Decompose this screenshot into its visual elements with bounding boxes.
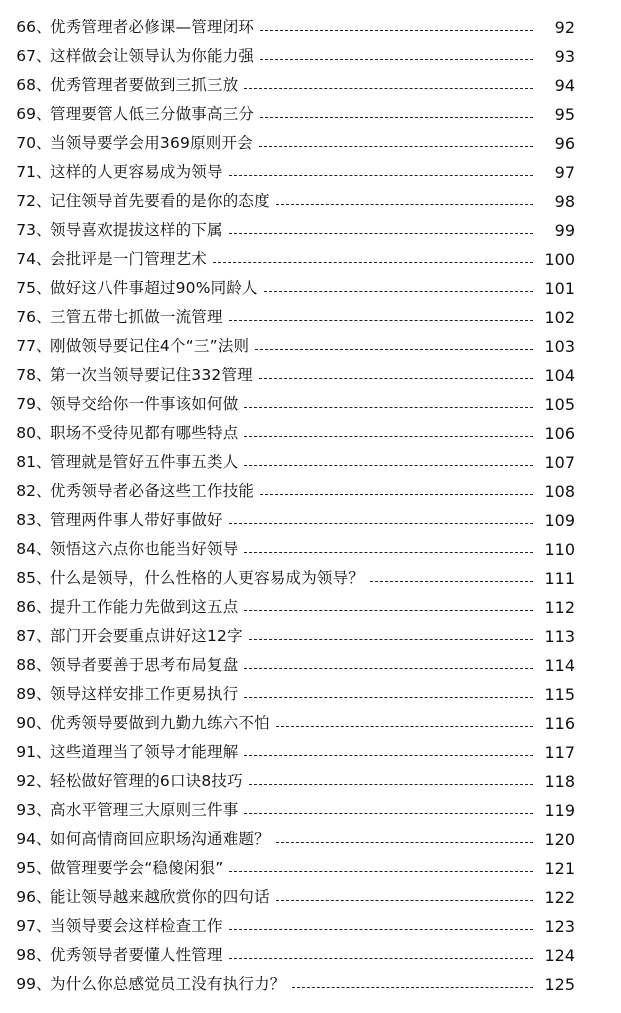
toc-entry-separator: 、 (36, 916, 52, 935)
toc-entry-title: 领导这样安排工作更易执行 (50, 684, 239, 703)
toc-entry-number: 70 (16, 133, 36, 152)
toc-entry-title: 管理两件事人带好事做好 (50, 510, 223, 529)
toc-entry-title: 这样的人更容易成为领导 (50, 162, 223, 181)
toc-leader-dashes (229, 232, 533, 234)
toc-entry[interactable] (2, 42, 575, 71)
toc-entry-title: 什么是领导，什么性格的人更容易成为领导？ (50, 568, 365, 587)
toc-entry-separator: 、 (36, 249, 52, 268)
toc-entry[interactable] (2, 245, 575, 274)
toc-entry-page-number: 117 (544, 742, 575, 762)
toc-entry-number: 86 (16, 597, 36, 616)
toc-entry-number: 74 (16, 249, 36, 268)
toc-entry-title: 当领导要学会用369原则开会 (50, 133, 253, 152)
toc-entry[interactable] (2, 13, 575, 42)
toc-entry-number: 89 (16, 684, 36, 703)
toc-entry-title: 这些道理当了领导才能理解 (50, 742, 239, 761)
toc-entry-separator: 、 (36, 46, 52, 65)
toc-entry-title: 优秀领导者必备这些工作技能 (50, 481, 255, 500)
toc-entry-number: 82 (16, 481, 36, 500)
toc-entry-page-number: 105 (544, 394, 575, 414)
toc-entry-number: 99 (16, 974, 36, 993)
toc-entry-number: 73 (16, 220, 36, 239)
toc-entry-separator: 、 (36, 713, 52, 732)
toc-entry-page-number: 114 (544, 655, 575, 675)
toc-entry-separator: 、 (36, 336, 52, 355)
toc-leader-dashes (249, 783, 533, 785)
toc-entry-separator: 、 (36, 162, 52, 181)
toc-entry[interactable] (2, 941, 575, 970)
toc-entry-title: 提升工作能力先做到这五点 (50, 597, 239, 616)
toc-entry[interactable] (2, 564, 575, 593)
toc-entry-page-number: 113 (544, 626, 575, 646)
toc-entry[interactable] (2, 332, 575, 361)
toc-entry[interactable] (2, 970, 575, 999)
toc-entry-page-number: 121 (544, 858, 575, 878)
toc-entry-page-number: 92 (554, 17, 575, 37)
toc-entry-title: 会批评是一门管理艺术 (50, 249, 208, 268)
toc-entry[interactable] (2, 796, 575, 825)
toc-entry-title: 这样做会让领导认为你能力强 (50, 46, 255, 65)
toc-entry-separator: 、 (36, 539, 52, 558)
toc-entry-page-number: 119 (544, 800, 575, 820)
toc-entry-page-number: 118 (544, 771, 575, 791)
toc-entry[interactable] (2, 883, 575, 912)
toc-entry-separator: 、 (36, 974, 52, 993)
toc-leader-dashes (229, 957, 533, 959)
toc-entry[interactable] (2, 187, 575, 216)
toc-entry[interactable] (2, 158, 575, 187)
toc-entry[interactable] (2, 506, 575, 535)
toc-entry-title: 第一次当领导要记住332管理 (50, 365, 253, 384)
toc-entry[interactable] (2, 680, 575, 709)
toc-entry[interactable] (2, 100, 575, 129)
toc-entry-title: 职场不受待见都有哪些特点 (50, 423, 239, 442)
toc-entry-title: 管理要管人低三分做事高三分 (50, 104, 255, 123)
toc-entry-title: 领导者要善于思考布局复盘 (50, 655, 239, 674)
toc-entry-page-number: 101 (544, 278, 575, 298)
toc-entry-number: 67 (16, 46, 36, 65)
toc-entry-page-number: 102 (544, 307, 575, 327)
toc-entry-title: 做好这八件事超过90%同龄人 (50, 278, 258, 297)
toc-entry[interactable] (2, 593, 575, 622)
toc-entry[interactable] (2, 767, 575, 796)
toc-entry-title: 领导交给你一件事该如何做 (50, 394, 239, 413)
toc-entry-page-number: 116 (544, 713, 575, 733)
toc-leader-dashes (264, 290, 533, 292)
toc-entry-title: 当领导要会这样检查工作 (50, 916, 223, 935)
toc-leader-dashes (244, 551, 533, 553)
toc-leader-dashes (213, 261, 533, 263)
toc-leader-dashes (260, 116, 533, 118)
toc-leader-dashes (229, 870, 533, 872)
toc-entry-separator: 、 (36, 568, 52, 587)
toc-entry-title: 高水平管理三大原则三件事 (50, 800, 239, 819)
toc-entry-number: 78 (16, 365, 36, 384)
toc-entry-page-number: 99 (554, 220, 575, 240)
toc-entry[interactable] (2, 477, 575, 506)
toc-entry-separator: 、 (36, 771, 52, 790)
toc-leader-dashes (244, 812, 533, 814)
toc-entry[interactable] (2, 361, 575, 390)
toc-entry-separator: 、 (36, 626, 52, 645)
toc-entry-page-number: 94 (554, 75, 575, 95)
toc-entry-number: 88 (16, 655, 36, 674)
toc-entry-separator: 、 (36, 452, 52, 471)
toc-leader-dashes (244, 435, 533, 437)
toc-entry-separator: 、 (36, 365, 52, 384)
toc-entry-title: 刚做领导要记住4个“三”法则 (50, 336, 250, 355)
toc-leader-dashes (229, 319, 533, 321)
toc-entry-number: 76 (16, 307, 36, 326)
toc-leader-dashes (229, 928, 533, 930)
toc-leader-dashes (244, 667, 533, 669)
toc-leader-dashes (292, 986, 533, 988)
toc-entry-separator: 、 (36, 684, 52, 703)
toc-entry-title: 领悟这六点你也能当好领导 (50, 539, 239, 558)
table-of-contents (0, 13, 621, 999)
toc-leader-dashes (229, 174, 533, 176)
toc-entry-page-number: 125 (544, 974, 575, 994)
toc-entry-page-number: 123 (544, 916, 575, 936)
toc-entry-separator: 、 (36, 597, 52, 616)
toc-leader-dashes (260, 493, 533, 495)
toc-entry-number: 94 (16, 829, 36, 848)
toc-entry[interactable] (2, 448, 575, 477)
toc-entry-page-number: 115 (544, 684, 575, 704)
toc-entry-separator: 、 (36, 887, 52, 906)
toc-entry-page-number: 104 (544, 365, 575, 385)
toc-entry-title: 优秀领导者要懂人性管理 (50, 945, 223, 964)
toc-entry-number: 71 (16, 162, 36, 181)
toc-entry-number: 93 (16, 800, 36, 819)
toc-entry-page-number: 97 (554, 162, 575, 182)
toc-entry-page-number: 98 (554, 191, 575, 211)
toc-entry-number: 91 (16, 742, 36, 761)
toc-leader-dashes (244, 406, 533, 408)
toc-entry-separator: 、 (36, 800, 52, 819)
toc-leader-dashes (276, 725, 533, 727)
toc-entry-separator: 、 (36, 278, 52, 297)
toc-leader-dashes (244, 609, 533, 611)
toc-entry-title: 领导喜欢提拔这样的下属 (50, 220, 223, 239)
toc-entry-number: 83 (16, 510, 36, 529)
toc-entry-separator: 、 (36, 742, 52, 761)
toc-entry-separator: 、 (36, 307, 52, 326)
toc-entry-page-number: 122 (544, 887, 575, 907)
toc-entry[interactable] (2, 738, 575, 767)
toc-entry[interactable] (2, 912, 575, 941)
toc-entry-title: 记住领导首先要看的是你的态度 (50, 191, 270, 210)
toc-entry-separator: 、 (36, 75, 52, 94)
toc-entry-page-number: 108 (544, 481, 575, 501)
toc-entry-number: 98 (16, 945, 36, 964)
toc-entry[interactable] (2, 274, 575, 303)
toc-entry[interactable] (2, 419, 575, 448)
toc-leader-dashes (260, 29, 533, 31)
toc-entry-number: 81 (16, 452, 36, 471)
toc-entry-number: 66 (16, 17, 36, 36)
toc-entry[interactable] (2, 825, 575, 854)
toc-entry-page-number: 111 (544, 568, 575, 588)
toc-entry-list (0, 13, 621, 999)
toc-entry-separator: 、 (36, 510, 52, 529)
toc-entry[interactable] (2, 216, 575, 245)
toc-entry-page-number: 100 (544, 249, 575, 269)
toc-entry-page-number: 107 (544, 452, 575, 472)
toc-entry-page-number: 96 (554, 133, 575, 153)
toc-entry[interactable] (2, 709, 575, 738)
toc-entry-separator: 、 (36, 133, 52, 152)
toc-entry-page-number: 95 (554, 104, 575, 124)
toc-leader-dashes (249, 638, 533, 640)
toc-entry-page-number: 93 (554, 46, 575, 66)
toc-entry[interactable] (2, 535, 575, 564)
toc-entry-title: 如何高情商回应职场沟通难题？ (50, 829, 270, 848)
toc-entry-title: 部门开会要重点讲好这12字 (50, 626, 243, 645)
toc-leader-dashes (244, 754, 533, 756)
toc-entry-title: 优秀管理者必修课—管理闭环 (50, 17, 255, 36)
toc-leader-dashes (260, 58, 533, 60)
toc-leader-dashes (255, 348, 533, 350)
toc-entry-separator: 、 (36, 220, 52, 239)
toc-entry-separator: 、 (36, 394, 52, 413)
toc-entry-number: 80 (16, 423, 36, 442)
toc-entry-number: 85 (16, 568, 36, 587)
toc-entry[interactable] (2, 303, 575, 332)
toc-entry-number: 77 (16, 336, 36, 355)
toc-entry-page-number: 106 (544, 423, 575, 443)
toc-entry-page-number: 112 (544, 597, 575, 617)
toc-leader-dashes (276, 203, 533, 205)
toc-entry-separator: 、 (36, 481, 52, 500)
toc-entry-separator: 、 (36, 945, 52, 964)
toc-entry-title: 优秀领导要做到九勤九练六不怕 (50, 713, 270, 732)
toc-entry[interactable] (2, 622, 575, 651)
toc-leader-dashes (276, 841, 533, 843)
toc-entry-number: 97 (16, 916, 36, 935)
toc-entry[interactable] (2, 651, 575, 680)
toc-entry-page-number: 124 (544, 945, 575, 965)
toc-entry-separator: 、 (36, 829, 52, 848)
toc-entry-number: 72 (16, 191, 36, 210)
toc-leader-dashes (229, 522, 533, 524)
toc-entry-separator: 、 (36, 423, 52, 442)
toc-leader-dashes (244, 696, 533, 698)
toc-leader-dashes (259, 145, 533, 147)
toc-leader-dashes (244, 87, 533, 89)
toc-entry-title: 三管五带七抓做一流管理 (50, 307, 223, 326)
toc-entry-separator: 、 (36, 858, 52, 877)
toc-entry-separator: 、 (36, 655, 52, 674)
toc-entry-number: 69 (16, 104, 36, 123)
toc-entry[interactable] (2, 854, 575, 883)
toc-entry-title: 为什么你总感觉员工没有执行力？ (50, 974, 286, 993)
toc-entry-number: 84 (16, 539, 36, 558)
toc-entry-page-number: 103 (544, 336, 575, 356)
toc-leader-dashes (276, 899, 533, 901)
toc-entry-title: 管理就是管好五件事五类人 (50, 452, 239, 471)
toc-entry-number: 87 (16, 626, 36, 645)
toc-entry-title: 轻松做好管理的6口诀8技巧 (50, 771, 243, 790)
toc-entry-number: 75 (16, 278, 36, 297)
toc-entry-separator: 、 (36, 17, 52, 36)
toc-entry-page-number: 110 (544, 539, 575, 559)
toc-entry-number: 90 (16, 713, 36, 732)
toc-entry-number: 79 (16, 394, 36, 413)
toc-entry[interactable] (2, 129, 575, 158)
toc-leader-dashes (259, 377, 533, 379)
toc-entry-number: 95 (16, 858, 36, 877)
toc-entry-separator: 、 (36, 104, 52, 123)
toc-entry[interactable] (2, 71, 575, 100)
toc-leader-dashes (244, 464, 533, 466)
toc-entry-number: 92 (16, 771, 36, 790)
toc-entry-page-number: 120 (544, 829, 575, 849)
toc-entry-title: 优秀管理者要做到三抓三放 (50, 75, 239, 94)
toc-entry-title: 能让领导越来越欣赏你的四句话 (50, 887, 270, 906)
toc-entry-number: 68 (16, 75, 36, 94)
toc-entry[interactable] (2, 390, 575, 419)
toc-entry-number: 96 (16, 887, 36, 906)
toc-entry-separator: 、 (36, 191, 52, 210)
toc-leader-dashes (370, 580, 533, 582)
toc-entry-title: 做管理要学会“稳傻闲狠” (50, 858, 224, 877)
toc-entry-page-number: 109 (544, 510, 575, 530)
